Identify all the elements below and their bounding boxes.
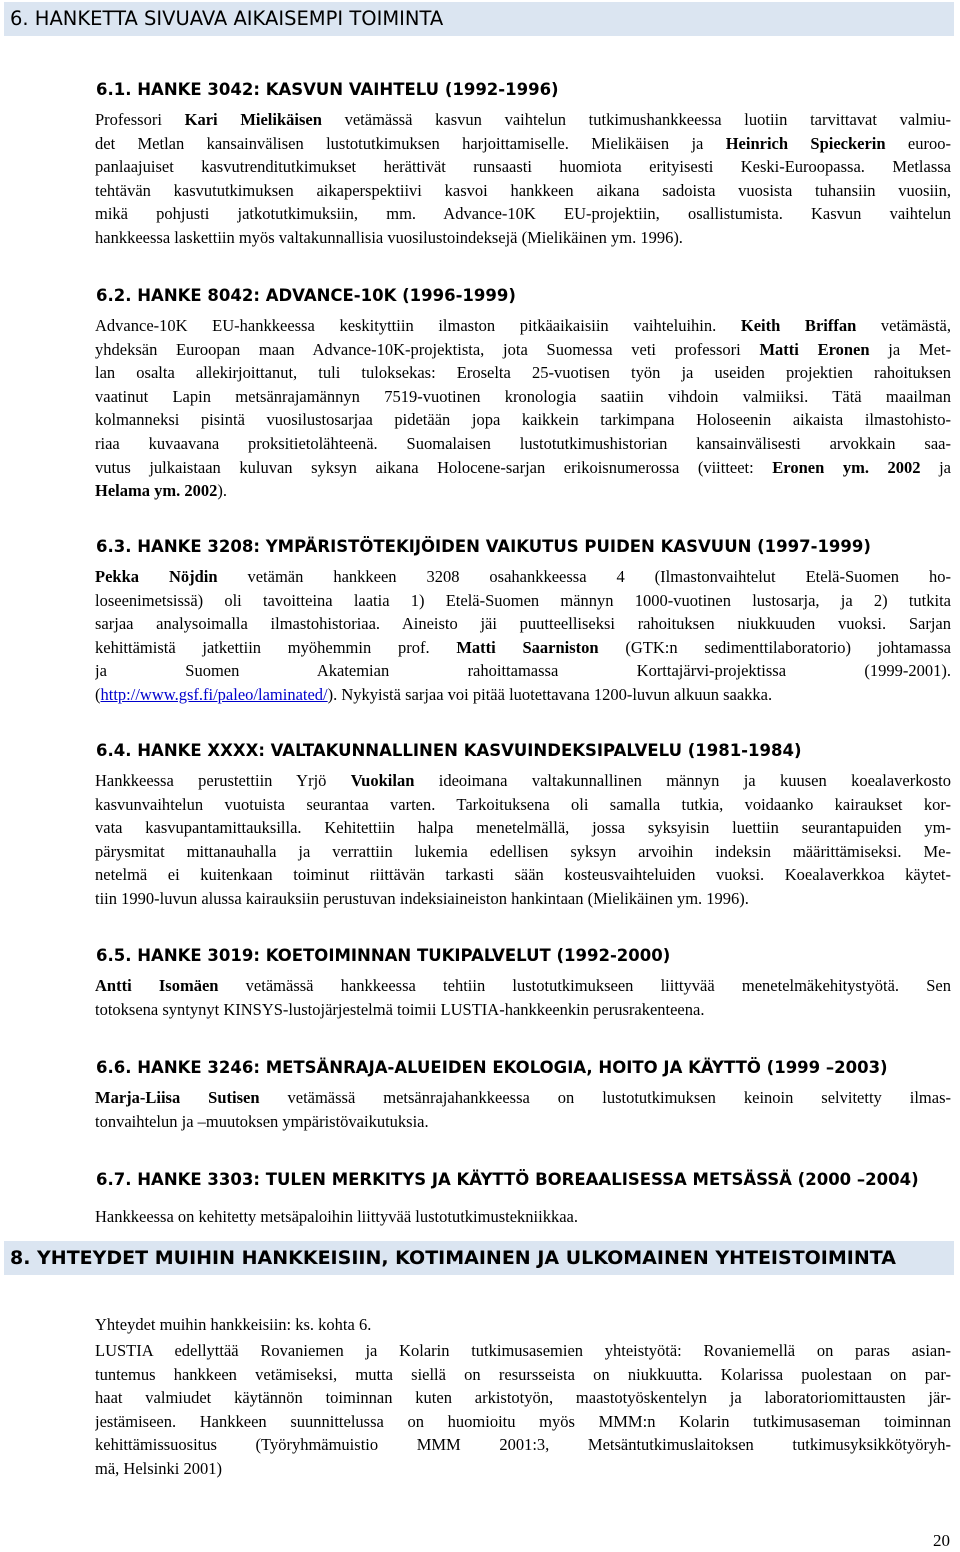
chapter-6-heading: 6. HANKETTA SIVUAVA AIKAISEMPI TOIMINTA: [4, 2, 954, 36]
text-run: lan osalta allekirjoittanut, tuli tuloksekas: Eroselta 25-vuotisen työn ja useiden projektien rahoituksen: [95, 363, 951, 383]
text-line: [95, 1410, 951, 1434]
text-line: [95, 1339, 951, 1363]
text-run: Yhteydet muihin hankkeisiin: ks. kohta 6.: [95, 1315, 372, 1334]
text-run: Hankkeessa on kehitetty metsäpaloihin liittyvää lustotutkimustekniikkaa.: [95, 1207, 578, 1226]
text-run: loseenimetsissä) oli tavoitteina laatia 1) Etelä-Suomen männyn 1000-vuotinen lustosarja, ja 2) tutkita: [95, 590, 951, 610]
text-run: Professori: [95, 110, 185, 129]
bold-text: Eronen ym. 2002: [772, 457, 921, 477]
chapter-8-intro: [95, 1313, 951, 1337]
text-run: totoksena syntynyt KINSYS-lustojärjestelmä toimii LUSTIA-hankkeenkin perusrakenteena.: [95, 999, 705, 1019]
text-run: vaatinut Lapin metsänrajamännyn 7519-vuotinen kronologia saatiin vihdoin valmiiksi. Tätä maailman: [95, 386, 951, 406]
section-6-5-title: 6.5. HANKE 3019: KOETOIMINNAN TUKIPALVELUT (1992-2000): [96, 946, 671, 965]
text-run: vetämässä kasvun vaihtelun tutkimushankkeessa luotiin tarvittavat valmiu-: [321, 110, 951, 129]
text-line: [95, 361, 951, 385]
text-line: [95, 565, 951, 589]
bold-text: Matti Saarniston: [456, 637, 599, 657]
text-line: [95, 108, 951, 132]
text-line: [95, 1205, 951, 1229]
text-run: ideoimana valtakunnallinen männyn ja kuusen koealaverkosto: [414, 771, 951, 790]
section-6-4-title: 6.4. HANKE XXXX: VALTAKUNNALLINEN KASVUINDEKSIPALVELU (1981-1984): [96, 741, 802, 760]
text-run: mikä pohjusti jatkotutkimuksiin, mm. Advance-10K EU-projektiin, osallistumista. Kasvun vaihtelun: [95, 204, 951, 224]
bold-text: Vuokilan: [350, 771, 415, 790]
bold-text: Antti Isomäen: [95, 976, 219, 995]
section-6-1-title: 6.1. HANKE 3042: KASVUN VAIHTELU (1992-1996): [96, 80, 559, 99]
text-line: [95, 974, 951, 998]
text-run: (: [95, 684, 101, 704]
text-run: vetämässä hankkeessa tehtiin lustotutkimukseen liittyvää menetelmäkehitystyötä. Sen: [218, 976, 951, 995]
text-run: panlaajuiset kasvutrenditutkimukset herättivät runsaasti huomiota erityisesti Keski-Euroopassa. Metlassa: [95, 157, 951, 177]
text-line: [95, 612, 951, 636]
bold-text: Pekka Nöjdin: [95, 567, 218, 586]
text-run: ja Suomen Akatemian rahoittamassa Korttajärvi-projektissa (1999-2001).: [95, 661, 951, 681]
text-line: [95, 793, 951, 817]
section-6-6-body: [95, 1086, 951, 1133]
text-line: [95, 1086, 951, 1110]
text-line: [95, 1433, 951, 1457]
text-line: [95, 1110, 951, 1134]
section-6-7-body: [95, 1205, 951, 1229]
section-6-2-title: 6.2. HANKE 8042: ADVANCE-10K (1996-1999): [96, 286, 516, 305]
bold-text: Heinrich Spieckerin: [725, 133, 886, 153]
text-run: kasvunvaihtelun vuotuista seurantaa varten. Tarkoituksena oli samalla tutkia, voidaanko kairaukset kor-: [95, 794, 951, 814]
text-line: [95, 589, 951, 613]
section-6-4-body: [95, 769, 951, 911]
text-line: [95, 456, 951, 480]
text-line: [95, 998, 951, 1022]
text-run: tuntemus hankkeen vetämiseksi, mutta siellä on resursseista on niukkuutta. Kolarissa puolestaan on par-: [95, 1364, 951, 1384]
text-line: [95, 408, 951, 432]
url-link[interactable]: http://www.gsf.fi/paleo/laminated/: [100, 684, 328, 704]
text-line: [95, 840, 951, 864]
section-6-5-body: [95, 974, 951, 1021]
text-run: ja Met-: [869, 339, 951, 359]
chapter-8-body: [95, 1339, 951, 1481]
text-run: vata kasvupantamittauksilla. Kehitettiin halpa menetelmällä, jossa syksyisin luettiin seurantapuiden ym-: [95, 818, 951, 838]
text-run: haat valmiudet käytännön toiminnan kuten arkistotyön, maastotyöskentelyn ja laboratoriomittausten jär-: [95, 1388, 951, 1408]
text-line: [95, 1313, 951, 1337]
text-line: [95, 179, 951, 203]
text-line: [95, 202, 951, 226]
text-line: [95, 1363, 951, 1387]
text-line: [95, 636, 951, 660]
text-run: tiin 1990-luvun alussa kairauksiin perustuvan indeksiaineiston hankintaan (Mielikäinen ym. 1996).: [95, 888, 749, 908]
text-line: [95, 683, 951, 707]
text-run: Hankkeessa perustettiin Yrjö: [95, 771, 351, 790]
text-run: kehittämissuositus (Työryhmämuistio MMM 2001:3, Metsäntutkimuslaitoksen tutkimusyksikkötyöryh-: [95, 1435, 951, 1455]
text-line: [95, 479, 951, 503]
text-line: [95, 155, 951, 179]
text-run: Advance-10K EU-hankkeessa keskityttiin ilmaston pitkäaikaisiin vaihteluihin.: [95, 316, 741, 335]
section-6-7-title: 6.7. HANKE 3303: TULEN MERKITYS JA KÄYTTÖ BOREAALISESSA METSÄSSÄ (2000 –2004): [96, 1170, 919, 1189]
text-line: [95, 385, 951, 409]
text-run: tehtävän kasvututkimuksen aikaperspektiivi kasvoi hankkeen aikana sadoista vuosista tuhansiin vuosiin,: [95, 180, 951, 200]
text-run: riaa kuvaavana proksitietolähteenä. Suomalaisen lustotutkimushistorian kansainvälisesti arvokkain saa-: [95, 433, 951, 453]
text-line: [95, 314, 951, 338]
text-line: [95, 816, 951, 840]
text-run: LUSTIA edellyttää Rovaniemen ja Kolarin tutkimusasemien yhteistyötä: Rovaniemellä on paras asian-: [95, 1341, 951, 1360]
text-run: pärysmitat mittanauhalla ja verrattiin lukemia edellisen syksyn arvoihin indeksin määrittämiseksi. Me-: [95, 841, 951, 861]
text-run: ).: [217, 481, 227, 501]
text-run: vetämän hankkeen 3208 osahankkeessa 4 (Ilmastonvaihtelut Etelä-Suomen ho-: [217, 567, 951, 586]
text-line: [95, 863, 951, 887]
text-run: ja: [920, 457, 951, 477]
text-run: sarjaa analysoimalla ilmastohistoriaa. Aineisto jäi puutteelliseksi rahoituksen niukkuuden vuoksi. Sarjan: [95, 614, 951, 634]
text-line: [95, 887, 951, 911]
text-run: (GTK:n sedimenttilaboratorio) johtamassa: [598, 637, 951, 657]
bold-text: Kari Mielikäisen: [184, 110, 322, 129]
text-run: ). Nykyistä sarjaa voi pitää luotettavana 1200-luvun alkuun saakka.: [327, 684, 773, 704]
text-line: [95, 132, 951, 156]
page-number: 20: [933, 1531, 950, 1550]
chapter-8-heading: 8. YHTEYDET MUIHIN HANKKEISIIN, KOTIMAINEN JA ULKOMAINEN YHTEISTOIMINTA: [4, 1241, 954, 1275]
text-run: vetämästä,: [856, 316, 951, 335]
text-line: [95, 338, 951, 362]
text-run: tonvaihtelun ja –muutoksen ympäristövaikutuksia.: [95, 1111, 429, 1131]
section-6-1-body: [95, 108, 951, 250]
text-line: [95, 226, 951, 250]
section-6-2-body: [95, 314, 951, 503]
text-run: jestämiseen. Hankkeen suunnittelussa on huomioitu myös MMM:n Kolarin tutkimusaseman toiminnan: [95, 1411, 951, 1431]
text-run: kehittämistä jatkettiin myöhemmin prof.: [95, 637, 457, 657]
bold-text: Keith Briffan: [740, 316, 857, 335]
text-run: yhdeksän Euroopan maan Advance-10K-projektista, jota Suomessa veti professori: [95, 339, 760, 359]
text-line: [95, 1457, 951, 1481]
text-run: euroo-: [885, 133, 951, 153]
text-line: [95, 769, 951, 793]
text-run: hankkeessa laskettiin myös valtakunnallisia vuosilustoindeksejä (Mielikäinen ym. 1996).: [95, 227, 683, 247]
text-run: netelmä ei kuitenkaan toiminut riittävän tarkasti sään kosteusvaihteluiden vuoksi. Koealaverkkoa käytet-: [95, 865, 951, 885]
text-run: vetämässä metsänrajahankkeessa on lustotutkimuksen keinoin selvitetty ilmas-: [259, 1088, 951, 1107]
text-line: [95, 1386, 951, 1410]
bold-text: Matti Eronen: [759, 339, 870, 359]
text-run: vutus julkaistaan kuluvan syksyn aikana Holocene-sarjan erikoisnumerossa (viitteet:: [95, 457, 773, 477]
bold-text: Marja-Liisa Sutisen: [95, 1088, 260, 1107]
text-run: mä, Helsinki 2001): [95, 1458, 222, 1478]
section-6-6-title: 6.6. HANKE 3246: METSÄNRAJA-ALUEIDEN EKOLOGIA, HOITO JA KÄYTTÖ (1999 –2003): [96, 1058, 888, 1077]
bold-text: Helama ym. 2002: [95, 481, 218, 501]
text-line: [95, 432, 951, 456]
section-6-3-body: [95, 565, 951, 707]
section-6-3-title: 6.3. HANKE 3208: YMPÄRISTÖTEKIJÖIDEN VAIKUTUS PUIDEN KASVUUN (1997-1999): [96, 537, 871, 556]
text-run: det Metlan kansainvälisen lustotutkimuksen harjoittamiselle. Mielikäisen ja: [95, 133, 726, 153]
text-run: kolmanneksi pisintä vuosilustosarjaa pidetään jopa kaikkein tarkimpana Holoseenin aikaista ilmastohisto-: [95, 410, 951, 430]
text-line: [95, 659, 951, 683]
